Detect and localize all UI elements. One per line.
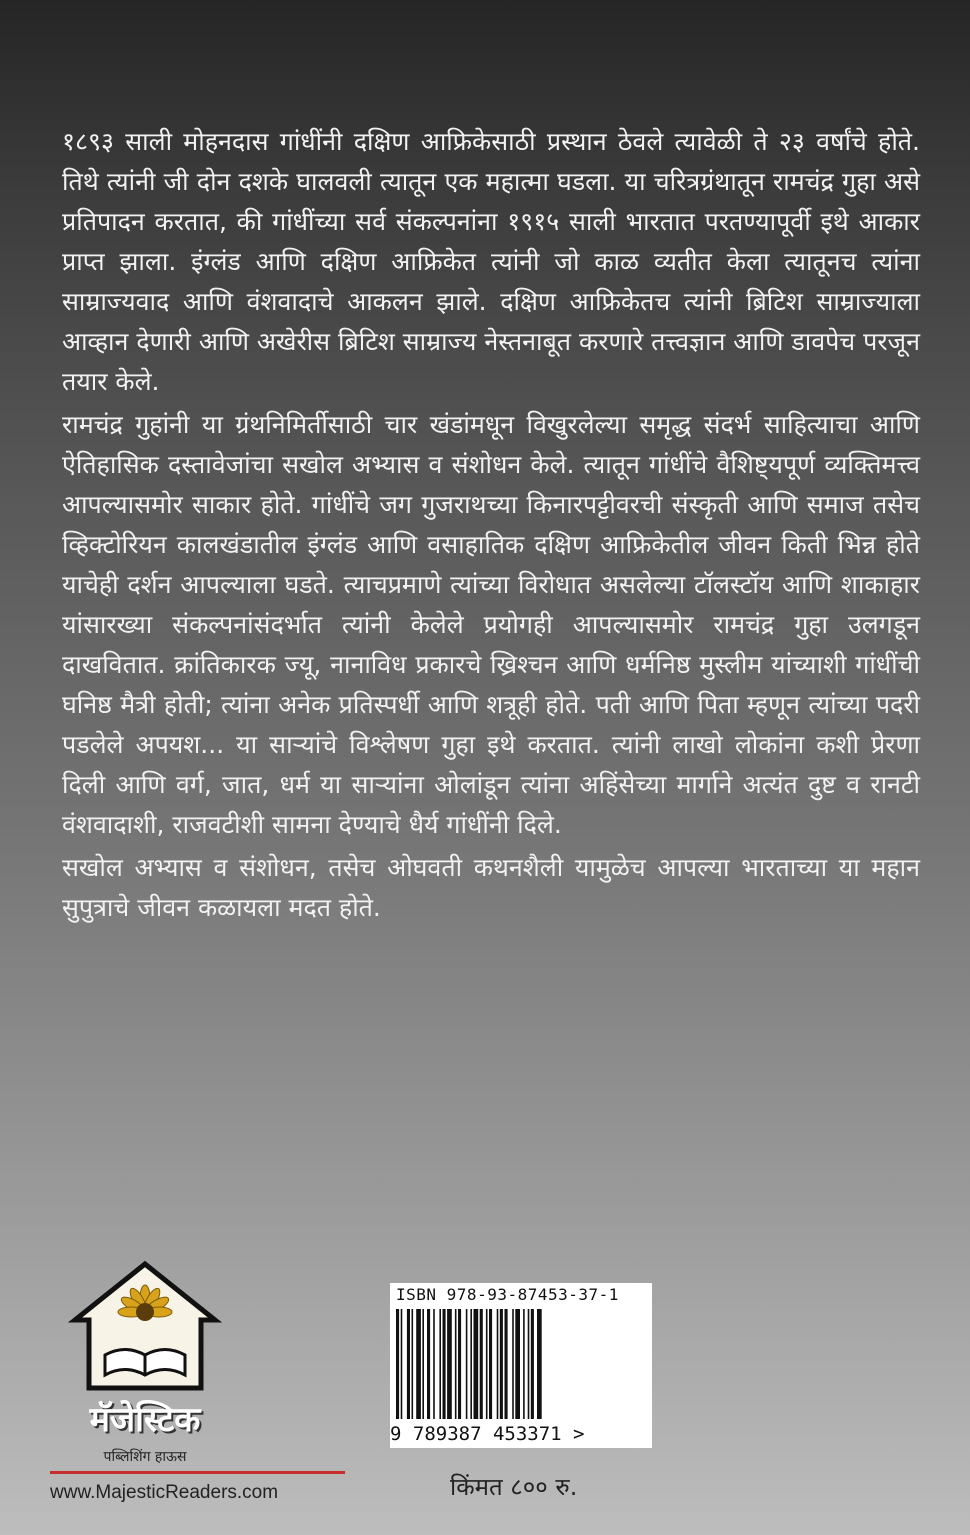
price-label: किंमत ८०० रु. <box>450 1473 578 1501</box>
publisher-subtitle: पब्लिशिंग हाऊस <box>103 1449 187 1465</box>
barcode-digits: 9 789387 453371 > <box>390 1423 585 1445</box>
blurb-paragraph-1: १८९३ साली मोहनदास गांधींनी दक्षिण आफ्रिकेसाठी प्रस्थान ठेवले त्यावेळी ते २३ वर्षांचे होते. तिथे त्यांनी जी दोन दशके घालवली त्यातून एक महात्मा घडला. या चरित्रग्रंथातून रामचंद्र गुहा असे प्रतिपादन करतात, की गांधींच्या सर्व संकल्पनांना १९१५ साली भारतात परतण्यापूर्वी इथे आकार प्राप्त झाला. इंग्लंड आणि दक्षिण आफ्रिकेत त्यांनी जो काळ व्यतीत केला त्यातूनच त्यांना साम्राज्यवाद आणि वंशवादाचे आकलन झाले. दक्षिण आफ्रिकेतच त्यांनी ब्रिटिश साम्राज्याला आव्हान देणारी आणि अखेरीस ब्रिटिश साम्राज्य नेस्तनाबूत करणारे तत्त्वज्ञान आणि डावपेच परजून तयार केले. <box>62 127 920 396</box>
barcode-bars <box>396 1309 646 1421</box>
back-cover-blurb <box>62 122 920 931</box>
isbn-text: ISBN 978-93-87453-37-1 <box>396 1285 619 1304</box>
isbn-barcode <box>390 1283 652 1448</box>
publisher-logo <box>50 1260 350 1510</box>
publisher-website[interactable]: www.MajesticReaders.com <box>50 1482 279 1503</box>
blurb-paragraph-3: सखोल अभ्यास व संशोधन, तसेच ओघवती कथनशैली यामुळेच आपल्या भारताच्या या महान सुपुत्राचे जीवन कळायला मदत होते. <box>62 853 920 922</box>
sunflower-open-book-icon <box>65 1260 225 1395</box>
publisher-name: मॅजेस्टिक <box>89 1400 201 1440</box>
logo-divider <box>50 1471 345 1474</box>
blurb-paragraph-2: रामचंद्र गुहांनी या ग्रंथनिमिर्तीसाठी चार खंडांमधून विखुरलेल्या समृद्ध संदर्भ साहित्याचा आणि ऐतिहासिक दस्तावेजांचा सखोल अभ्यास व संशोधन केले. त्यातून गांधींचे वैशिष्ट्यपूर्ण व्यक्तिमत्त्व आपल्यासमोर साकार होते. गांधींचे जग गुजराथच्या किनारपट्टीवरची संस्कृती आणि समाज तसेच व्हिक्टोरियन कालखंडातील इंग्लंड आणि वसाहातिक दक्षिण आफ्रिकेतील जीवन किती भिन्न होते याचेही दर्शन आपल्याला घडते. त्याचप्रमाणे त्यांच्या विरोधात असलेल्या टॉलस्टॉय आणि शाकाहार यांसारख्या संकल्पनांसंदर्भात त्यांनी केलेले प्रयोगही आपल्यासमोर रामचंद्र गुहा उलगडून दाखवितात. क्रांतिकारक ज्यू, नानाविध प्रकारचे ख्रिश्चन आणि धर्मनिष्ठ मुस्लीम यांच्याशी गांधींची घनिष्ठ मैत्री होती; त्यांना अनेक प्रतिस्पर्धी आणि शत्रूही होते. पती आणि पिता म्हणून त्यांच्या पदरी पडलेले अपयश... या साऱ्यांचे विश्लेषण गुहा इथे करतात. त्यांनी लाखो लोकांना कशी प्रेरणा दिली आणि वर्ग, जात, धर्म या साऱ्यांना ओलांडून त्यांना अहिंसेच्या मार्गाने अत्यंत दुष्ट व रानटी वंशवादाशी, राजवटीशी सामना देण्याचे धैर्य गांधींनी दिले. <box>62 410 920 839</box>
